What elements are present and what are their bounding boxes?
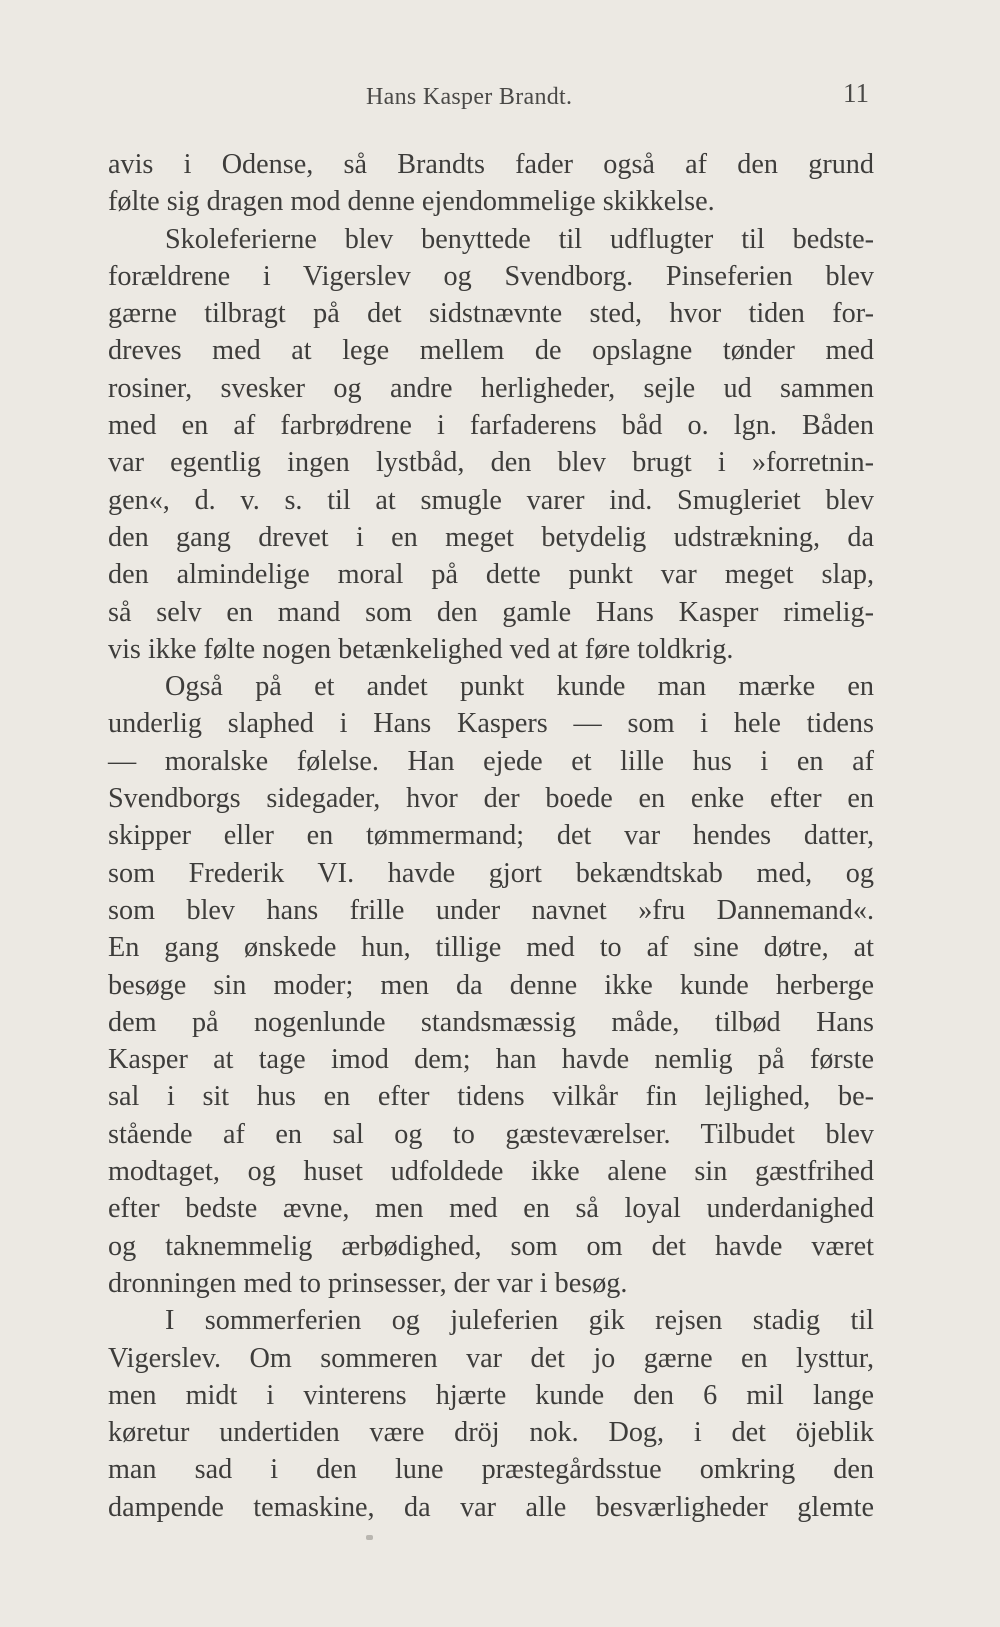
text-line: dampende temaskine, da var alle besværligheder glemte	[108, 1491, 874, 1523]
text-line: forældrene i Vigerslev og Svendborg. Pinseferien blev	[108, 260, 874, 292]
text-line: følte sig dragen mod denne ejendommelige skikkelse.	[108, 186, 715, 218]
text-line: Også på et andet punkt kunde man mærke en	[165, 671, 874, 703]
paper-speck	[366, 1535, 373, 1540]
text-line: dem på nogenlunde standsmæssig måde, tilbød Hans	[108, 1006, 874, 1038]
text-line: underlig slaphed i Hans Kaspers — som i hele tidens	[108, 708, 874, 740]
text-line: den gang drevet i en meget betydelig udstrækning, da	[108, 521, 874, 553]
text-line: Svendborgs sidegader, hvor der boede en enke efter en	[108, 783, 874, 815]
text-line: dronningen med to prinsesser, der var i besøg.	[108, 1267, 628, 1299]
text-line: som blev hans frille under navnet »fru Dannemand«.	[108, 894, 874, 926]
text-line: Vigerslev. Om sommeren var det jo gærne en lysttur,	[108, 1342, 874, 1374]
text-line: rosiner, svesker og andre herligheder, sejle ud sammen	[108, 372, 874, 404]
text-line: modtaget, og huset udfoldede ikke alene sin gæstfrihed	[108, 1156, 874, 1188]
text-line: Kasper at tage imod dem; han havde nemlig på første	[108, 1044, 874, 1076]
page-header	[0, 78, 1000, 118]
text-line: var egentlig ingen lystbåd, den blev brugt i »forretnin-	[108, 447, 874, 479]
text-line: Skoleferierne blev benyttede til udflugter til bedste-	[165, 223, 874, 255]
text-line: med en af farbrødrene i farfaderens båd o. lgn. Båden	[108, 410, 874, 442]
text-line: gen«, d. v. s. til at smugle varer ind. Smugleriet blev	[108, 484, 874, 516]
running-head: Hans Kasper Brandt.	[366, 84, 573, 110]
text-line: I sommerferien og juleferien gik rejsen stadig til	[165, 1305, 874, 1337]
body-text	[108, 146, 874, 1526]
page-number: 11	[843, 78, 869, 108]
text-line: vis ikke følte nogen betænkelighed ved at føre toldkrig.	[108, 633, 734, 665]
text-line: sal i sit hus en efter tidens vilkår fin lejlighed, be-	[108, 1081, 874, 1113]
text-line: stående af en sal og to gæsteværelser. Tilbudet blev	[108, 1118, 874, 1150]
text-line: skipper eller en tømmermand; det var hendes datter,	[108, 820, 874, 852]
text-line: dreves med at lege mellem de opslagne tønder med	[108, 335, 874, 367]
text-line: gærne tilbragt på det sidstnævnte sted, hvor tiden for-	[108, 298, 874, 330]
text-line: og taknemmelig ærbødighed, som om det havde været	[108, 1230, 874, 1262]
text-line: men midt i vinterens hjærte kunde den 6 mil lange	[108, 1379, 874, 1411]
text-line: En gang ønskede hun, tillige med to af sine døtre, at	[108, 932, 874, 964]
text-line: køretur undertiden være dröj nok. Dog, i det öjeblik	[108, 1417, 874, 1449]
text-line: efter bedste ævne, men med en så loyal underdanighed	[108, 1193, 874, 1225]
text-line: — moralske følelse. Han ejede et lille hus i en af	[108, 745, 874, 777]
text-line: man sad i den lune præstegårdsstue omkring den	[108, 1454, 874, 1486]
text-line: besøge sin moder; men da denne ikke kunde herberge	[108, 969, 874, 1001]
text-line: som Frederik VI. havde gjort bekændtskab med, og	[108, 857, 874, 889]
text-line: den almindelige moral på dette punkt var meget slap,	[108, 559, 874, 591]
text-line: så selv en mand som den gamle Hans Kasper rimelig-	[108, 596, 874, 628]
text-line: avis i Odense, så Brandts fader også af den grund	[108, 149, 874, 180]
